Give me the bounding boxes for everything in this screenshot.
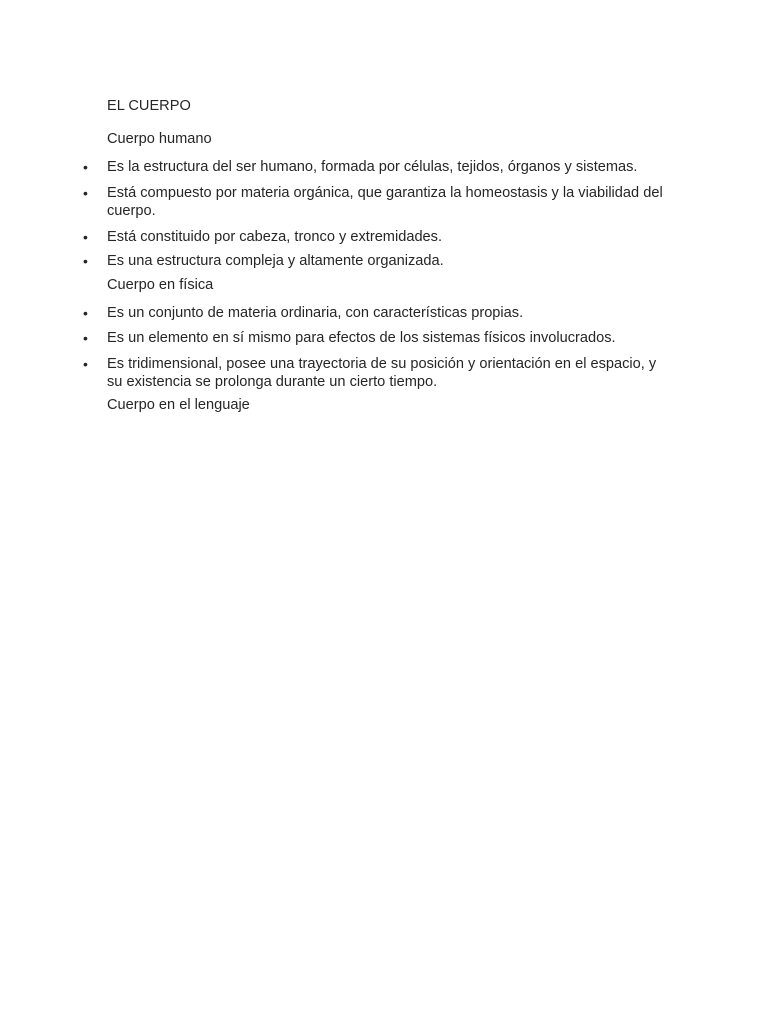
bullet-icon: • [83, 185, 88, 201]
list-item-text: Es un elemento en sí mismo para efectos de los sistemas físicos involucrados. [107, 330, 616, 346]
bullet-icon: • [83, 253, 88, 269]
bullet-icon: • [83, 305, 88, 321]
list-item-text: Es un conjunto de materia ordinaria, con características propias. [107, 305, 524, 321]
bullet-icon: • [83, 229, 88, 245]
list-item-text: Está constituido por cabeza, tronco y extremidades. [107, 229, 443, 245]
section-heading-cuerpo-humano: Cuerpo humano [107, 131, 212, 147]
section-heading-cuerpo-en-el-lenguaje: Cuerpo en el lenguaje [107, 397, 250, 413]
list-item-text: Es tridimensional, posee una trayectoria de su posición y orientación en el espacio, y su existencia se prolonga durante un cierto tiempo. [107, 356, 657, 390]
list-item-text: Es una estructura compleja y altamente organizada. [107, 253, 444, 269]
bullet-icon: • [83, 356, 88, 372]
list-item-text: Es la estructura del ser humano, formada por células, tejidos, órganos y sistemas. [107, 159, 638, 175]
document-title: EL CUERPO [107, 98, 191, 114]
list-item-text: Está compuesto por materia orgánica, que garantiza la homeostasis y la viabilidad del cuerpo. [107, 185, 663, 219]
bullet-icon: • [83, 159, 88, 175]
section-heading-cuerpo-en-fisica: Cuerpo en física [107, 277, 214, 293]
bullet-icon: • [83, 330, 88, 346]
